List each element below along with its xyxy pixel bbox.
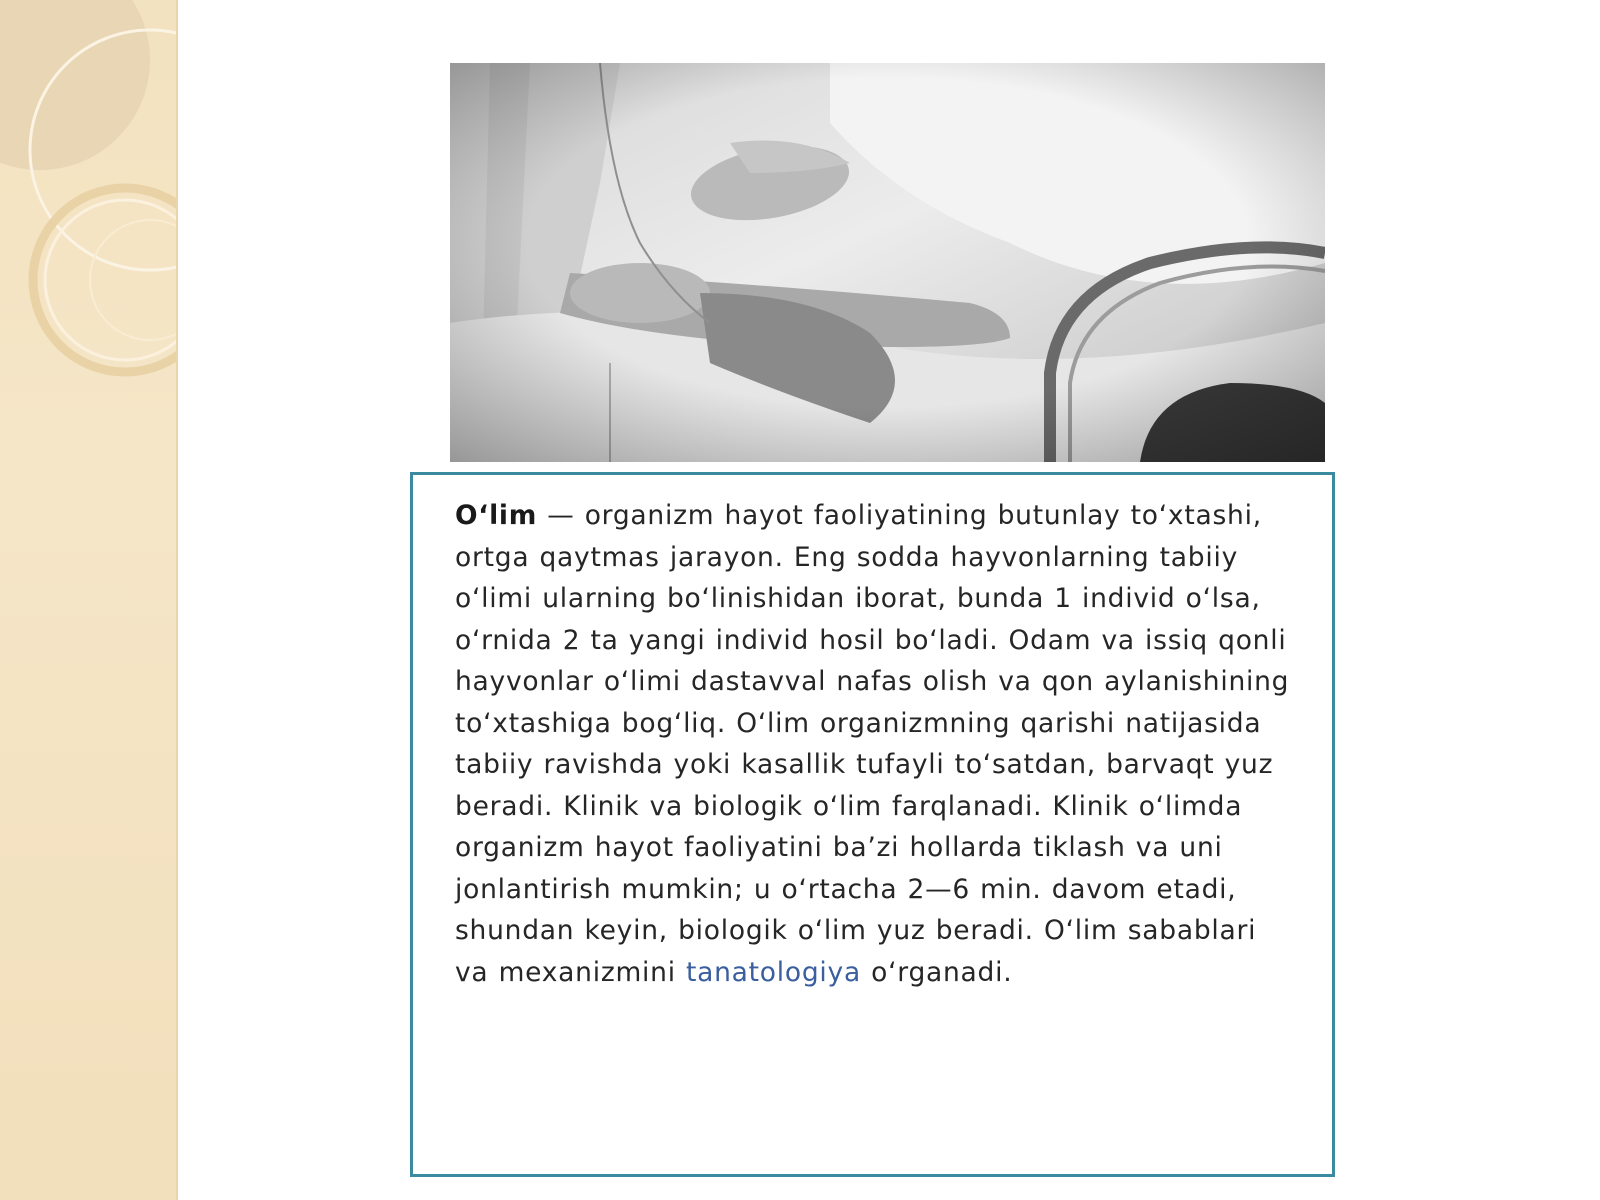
hospital-bed-photo <box>450 63 1325 462</box>
tanatologiya-link[interactable]: tanatologiya <box>686 956 861 988</box>
side-panel-edge <box>176 0 178 1200</box>
definition-tail: o‘rganadi. <box>860 956 1013 988</box>
decorative-side-panel <box>0 0 176 1200</box>
term-heading: O‘lim <box>455 500 538 531</box>
definition-text-box <box>410 472 1335 1177</box>
decorative-rings <box>0 0 176 1200</box>
definition-paragraph <box>455 495 1292 993</box>
definition-body: — organizm hayot faoliyatining butunlay to‘xtashi, ortga qaytmas jarayon. Eng sodda hayvonlarning tabiiy o‘limi ularning bo‘linishidan iborat, bunda 1 individ o‘lsa, o‘rnida 2 ta yangi individ hosil bo‘ladi. Odam va issiq qonli hayvonlar o‘limi dastavval nafas olish va qon aylanishining to‘xtashiga bog‘liq. O‘lim organizmning qarishi natijasida tabiiy ravishda yoki kasallik tufayli to‘satdan, barvaqt yuz beradi. Klinik va biologik o‘lim farqlanadi. Klinik o‘limda organizm hayot faoliyatini ba’zi hollarda tiklash va uni jonlantirish mumkin; u o‘rtacha 2—6 min. davom etadi, shundan keyin, biologik o‘lim yuz beradi. O‘lim sabablari va mexanizmini <box>455 500 1290 988</box>
